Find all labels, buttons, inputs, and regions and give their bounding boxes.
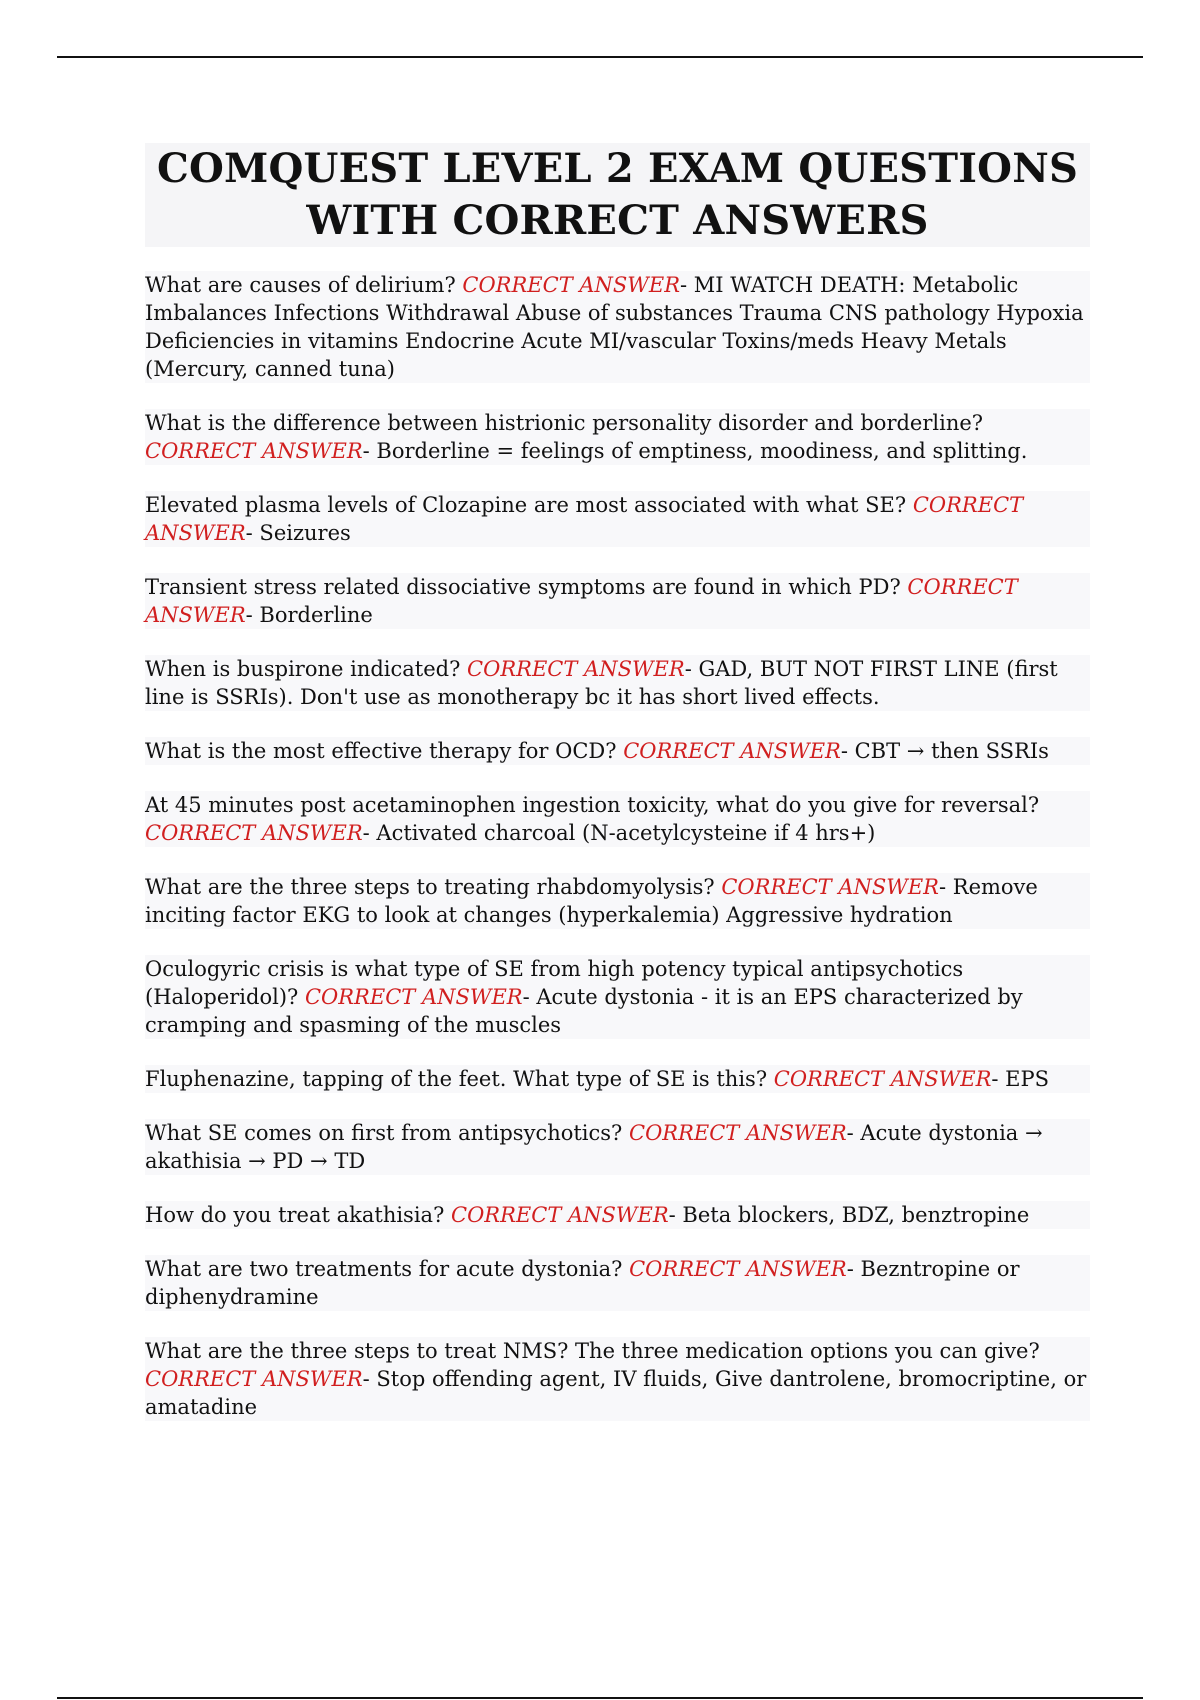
qa-item (145, 1201, 1090, 1229)
question-text: What are the three steps to treating rhabdomyolysis? (145, 875, 722, 899)
correct-answer-label: CORRECT ANSWER (629, 1257, 847, 1281)
correct-answer-label: CORRECT ANSWER (145, 821, 363, 845)
answer-text: - Bezntropine or diphenydramine (145, 1257, 1020, 1309)
answer-text: - Remove inciting factor EKG to look at changes (hyperkalemia) Aggressive hydration (145, 875, 1038, 927)
qa-item (145, 1337, 1090, 1421)
answer-text: - Seizures (245, 521, 351, 545)
question-text: Oculogyric crisis is what type of SE from high potency typical antipsychotics (Haloperidol)? (145, 957, 964, 1009)
answer-text: - MI WATCH DEATH: Metabolic Imbalances Infections Withdrawal Abuse of substances Trauma CNS pathology Hypoxia Deficiencies in vitamins Endocrine Acute MI/vascular Toxins/meds Heavy Metals (Mercury, canned tuna) (145, 273, 1084, 381)
question-text: What are causes of delirium? (145, 273, 463, 297)
qa-item (145, 955, 1090, 1039)
qa-item (145, 791, 1090, 847)
qa-item (145, 271, 1090, 383)
bottom-rule (57, 1697, 1143, 1699)
correct-answer-label: CORRECT ANSWER (145, 575, 1018, 627)
correct-answer-label: CORRECT ANSWER (467, 657, 685, 681)
answer-text: - Borderline (245, 603, 373, 627)
correct-answer-label: CORRECT ANSWER (721, 875, 939, 899)
correct-answer-label: CORRECT ANSWER (451, 1203, 669, 1227)
correct-answer-label: CORRECT ANSWER (623, 739, 841, 763)
document-body (145, 143, 1090, 1447)
qa-item (145, 1065, 1090, 1093)
correct-answer-label: CORRECT ANSWER (145, 493, 1024, 545)
question-text: Fluphenazine, tapping of the feet. What type of SE is this? (145, 1067, 774, 1091)
answer-text: - Beta blockers, BDZ, benztropine (668, 1203, 1030, 1227)
top-rule (57, 56, 1143, 58)
question-text: When is buspirone indicated? (145, 657, 468, 681)
qa-item (145, 737, 1090, 765)
answer-text: - Acute dystonia → akathisia → PD → TD (145, 1121, 1043, 1173)
question-text: How do you treat akathisia? (145, 1203, 452, 1227)
correct-answer-label: CORRECT ANSWER (145, 1367, 363, 1391)
answer-text: - CBT → then SSRIs (840, 739, 1049, 763)
question-text: What SE comes on first from antipsychotics? (145, 1121, 629, 1145)
question-text: Transient stress related dissociative symptoms are found in which PD? (145, 575, 908, 599)
question-text: At 45 minutes post acetaminophen ingestion toxicity, what do you give for reversal? (145, 793, 1040, 817)
document-title: COMQUEST LEVEL 2 EXAM QUESTIONS WITH CORRECT ANSWERS (145, 143, 1090, 247)
question-text: What is the difference between histrionic personality disorder and borderline? (145, 411, 984, 435)
answer-text: - Borderline = feelings of emptiness, moodiness, and splitting. (362, 439, 1028, 463)
correct-answer-label: CORRECT ANSWER (462, 273, 681, 297)
qa-item (145, 1119, 1090, 1175)
question-text: What is the most effective therapy for OCD? (145, 739, 624, 763)
qa-item (145, 655, 1090, 711)
correct-answer-label: CORRECT ANSWER (629, 1121, 847, 1145)
qa-item (145, 873, 1090, 929)
answer-text: - Stop offending agent, IV fluids, Give dantrolene, bromocriptine, or amatadine (145, 1367, 1087, 1419)
correct-answer-label: CORRECT ANSWER (145, 439, 363, 463)
question-text: What are the three steps to treat NMS? The three medication options you can give? (145, 1339, 1040, 1363)
question-text: Elevated plasma levels of Clozapine are most associated with what SE? (145, 493, 913, 517)
qa-item (145, 1255, 1090, 1311)
answer-text: - EPS (991, 1067, 1050, 1091)
question-text: What are two treatments for acute dystonia? (145, 1257, 630, 1281)
qa-item (145, 409, 1090, 465)
answer-text: - Acute dystonia - it is an EPS characterized by cramping and spasming of the muscles (145, 985, 1023, 1037)
answer-text: - GAD, BUT NOT FIRST LINE (first line is SSRIs). Don't use as monotherapy bc it has short lived effects. (145, 657, 1058, 709)
correct-answer-label: CORRECT ANSWER (304, 985, 523, 1009)
qa-item (145, 491, 1090, 547)
answer-text: - Activated charcoal (N-acetylcysteine if 4 hrs+) (362, 821, 876, 845)
correct-answer-label: CORRECT ANSWER (773, 1067, 992, 1091)
qa-item (145, 573, 1090, 629)
